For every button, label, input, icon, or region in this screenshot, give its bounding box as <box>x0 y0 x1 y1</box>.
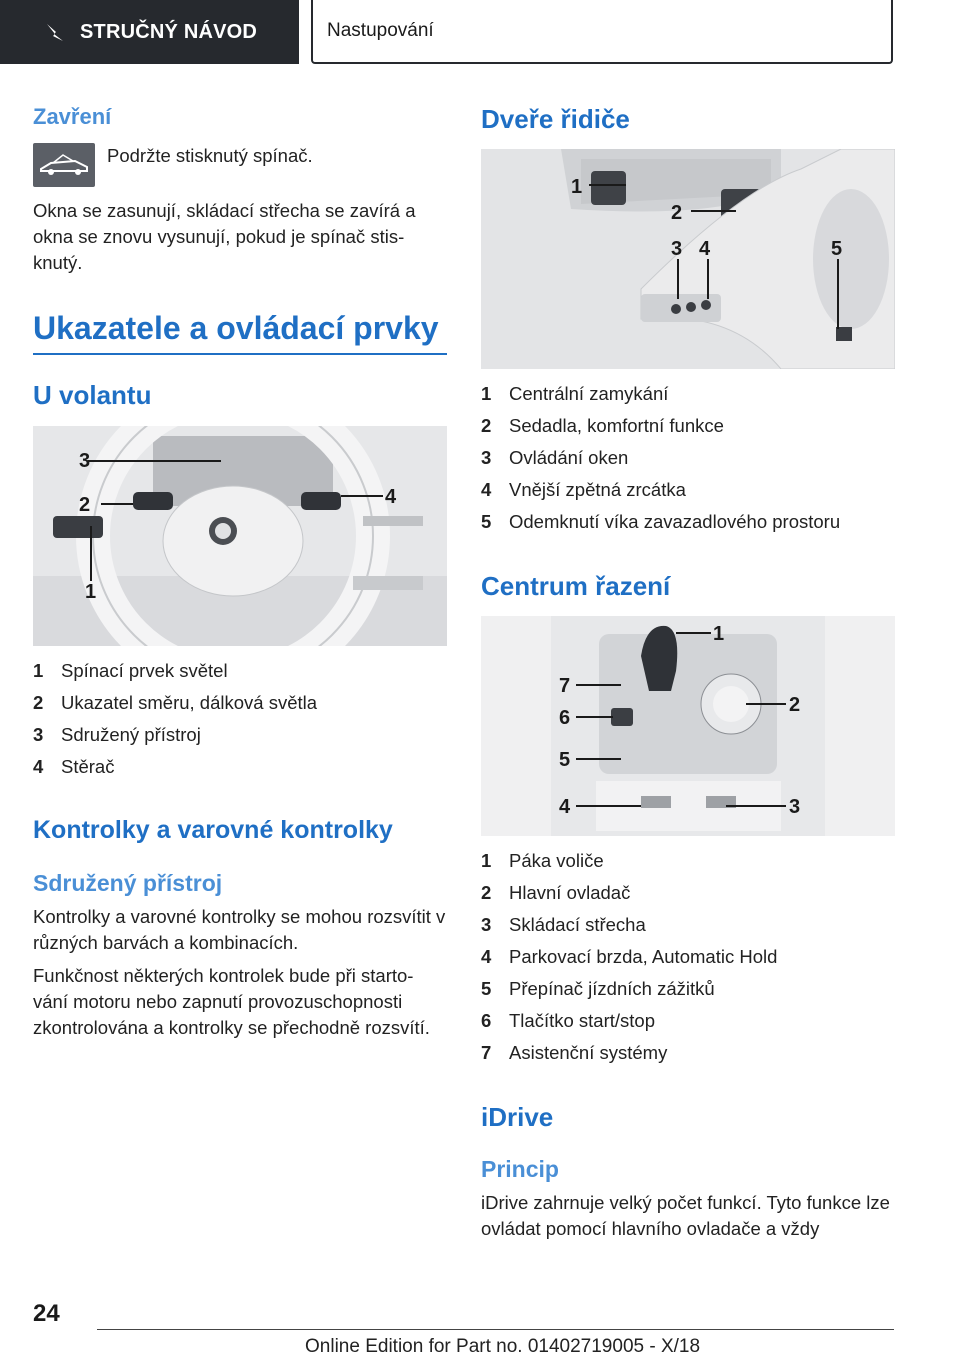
list-text: Sedadla, komfortní funkce <box>509 415 724 436</box>
list-number: 4 <box>481 946 492 967</box>
list-item <box>481 506 895 538</box>
header-tab <box>0 0 299 64</box>
console-callout-6: 6 <box>559 707 571 729</box>
convertible-roof-icon <box>33 143 95 187</box>
list-item <box>33 751 447 783</box>
list-number: 2 <box>481 882 492 903</box>
wheel-callout-3: 3 <box>79 450 91 472</box>
list-text: Hlavní ovladač <box>509 882 631 903</box>
console-heading: Centrum řazení <box>481 571 671 601</box>
heading-underline <box>33 353 447 355</box>
door-callout-1: 1 <box>571 176 583 198</box>
footer-divider <box>97 1329 894 1330</box>
console-callout-7: 7 <box>559 675 571 697</box>
list-text: Ukazatel směru, dálková světla <box>61 692 318 713</box>
wheel-callout-4: 4 <box>385 486 397 508</box>
door-callout-3: 3 <box>671 238 683 260</box>
closing-heading: Zavření <box>33 104 112 129</box>
list-number: 3 <box>481 914 492 935</box>
closing-text: Okna se zasunují, skládací střecha se zavírá a okna se znovu vysunují, pokud je spínač stis-knutý. <box>33 200 416 273</box>
console-callout-1: 1 <box>713 623 725 645</box>
wheel-callout-1: 1 <box>85 581 97 603</box>
door-callout-5: 5 <box>831 238 843 260</box>
page-number: 24 <box>33 1300 60 1327</box>
door-list <box>481 378 895 538</box>
footer-edition: Online Edition for Part no. 01402719005 - X/18 <box>305 1336 701 1357</box>
list-text: Vnější zpětná zrcátka <box>509 479 686 500</box>
console-list <box>481 845 895 1069</box>
list-number: 5 <box>481 511 492 532</box>
door-heading: Dveře řidiče <box>481 104 630 134</box>
wheel-heading: U volantu <box>33 380 152 410</box>
list-item <box>33 655 447 687</box>
cluster-heading: Sdružený přístroj <box>33 870 223 896</box>
list-item <box>481 378 895 410</box>
console-callout-4: 4 <box>559 796 571 818</box>
driver-door-image <box>481 149 895 369</box>
list-item <box>481 410 895 442</box>
list-text: Sdružený přístroj <box>61 724 201 745</box>
list-number: 2 <box>481 415 492 436</box>
list-text: Parkovací brzda, Automatic Hold <box>509 946 778 967</box>
list-item <box>33 719 447 751</box>
list-text: Tlačítko start/stop <box>509 1010 655 1031</box>
list-item <box>481 1037 895 1069</box>
console-callout-3: 3 <box>789 796 801 818</box>
console-callout-5: 5 <box>559 749 571 771</box>
main-heading: Ukazatele a ovládací prvky <box>33 310 439 346</box>
list-text: Stěrač <box>61 756 115 777</box>
list-item <box>481 845 895 877</box>
list-item <box>33 687 447 719</box>
list-number: 3 <box>33 724 44 745</box>
list-number: 4 <box>33 756 44 777</box>
list-item <box>481 973 895 1005</box>
wheel-callout-2: 2 <box>79 494 91 516</box>
list-number: 1 <box>33 660 44 681</box>
wheel-list <box>33 655 447 783</box>
list-item <box>481 909 895 941</box>
list-item <box>481 442 895 474</box>
list-number: 5 <box>481 978 492 999</box>
door-callout-4: 4 <box>699 238 711 260</box>
console-callout-2: 2 <box>789 694 801 716</box>
list-item <box>481 941 895 973</box>
list-text: Ovládání oken <box>509 447 629 468</box>
list-number: 4 <box>481 479 492 500</box>
warnings-heading: Kontrolky a varovné kontrolky <box>33 816 393 844</box>
list-text: Páka voliče <box>509 850 604 871</box>
list-text: Přepínač jízdních zážitků <box>509 978 715 999</box>
principle-heading: Princip <box>481 1156 559 1182</box>
cluster-paragraph-2: Funkčnost některých kontrolek bude při starto-vání motoru nebo zapnutí provozuschopnosti zkontrolována a kontrolky se přechodně rozsvítí. <box>33 965 430 1038</box>
door-callout-2: 2 <box>671 202 683 224</box>
list-number: 7 <box>481 1042 492 1063</box>
center-console-image <box>481 616 895 836</box>
header-tab-label: STRUČNÝ NÁVOD <box>80 20 258 43</box>
list-text: Spínací prvek světel <box>61 660 228 681</box>
idrive-heading: iDrive <box>481 1102 554 1132</box>
list-text: Odemknutí víka zavazadlového prostoru <box>509 511 841 532</box>
list-item <box>481 1005 895 1037</box>
steering-wheel-image <box>33 426 447 646</box>
section-title: Nastupování <box>327 20 434 41</box>
list-number: 1 <box>481 850 492 871</box>
principle-text: iDrive zahrnuje velký počet funkcí. Tyto funkce lze ovládat pomocí hlavního ovladače a vždy <box>481 1192 890 1239</box>
list-number: 1 <box>481 383 492 404</box>
quick-guide-icon <box>44 21 66 43</box>
header-section <box>311 0 893 64</box>
list-item <box>481 474 895 506</box>
list-text: Asistenční systémy <box>509 1042 668 1063</box>
closing-hint: Podržte stisknutý spínač. <box>107 145 313 166</box>
list-text: Skládací střecha <box>509 914 646 935</box>
list-number: 3 <box>481 447 492 468</box>
list-item <box>481 877 895 909</box>
list-number: 6 <box>481 1010 492 1031</box>
list-number: 2 <box>33 692 44 713</box>
cluster-paragraph-1: Kontrolky a varovné kontrolky se mohou rozsvítit v různých barvách a kombinacích. <box>33 906 446 953</box>
list-text: Centrální zamykání <box>509 383 669 404</box>
